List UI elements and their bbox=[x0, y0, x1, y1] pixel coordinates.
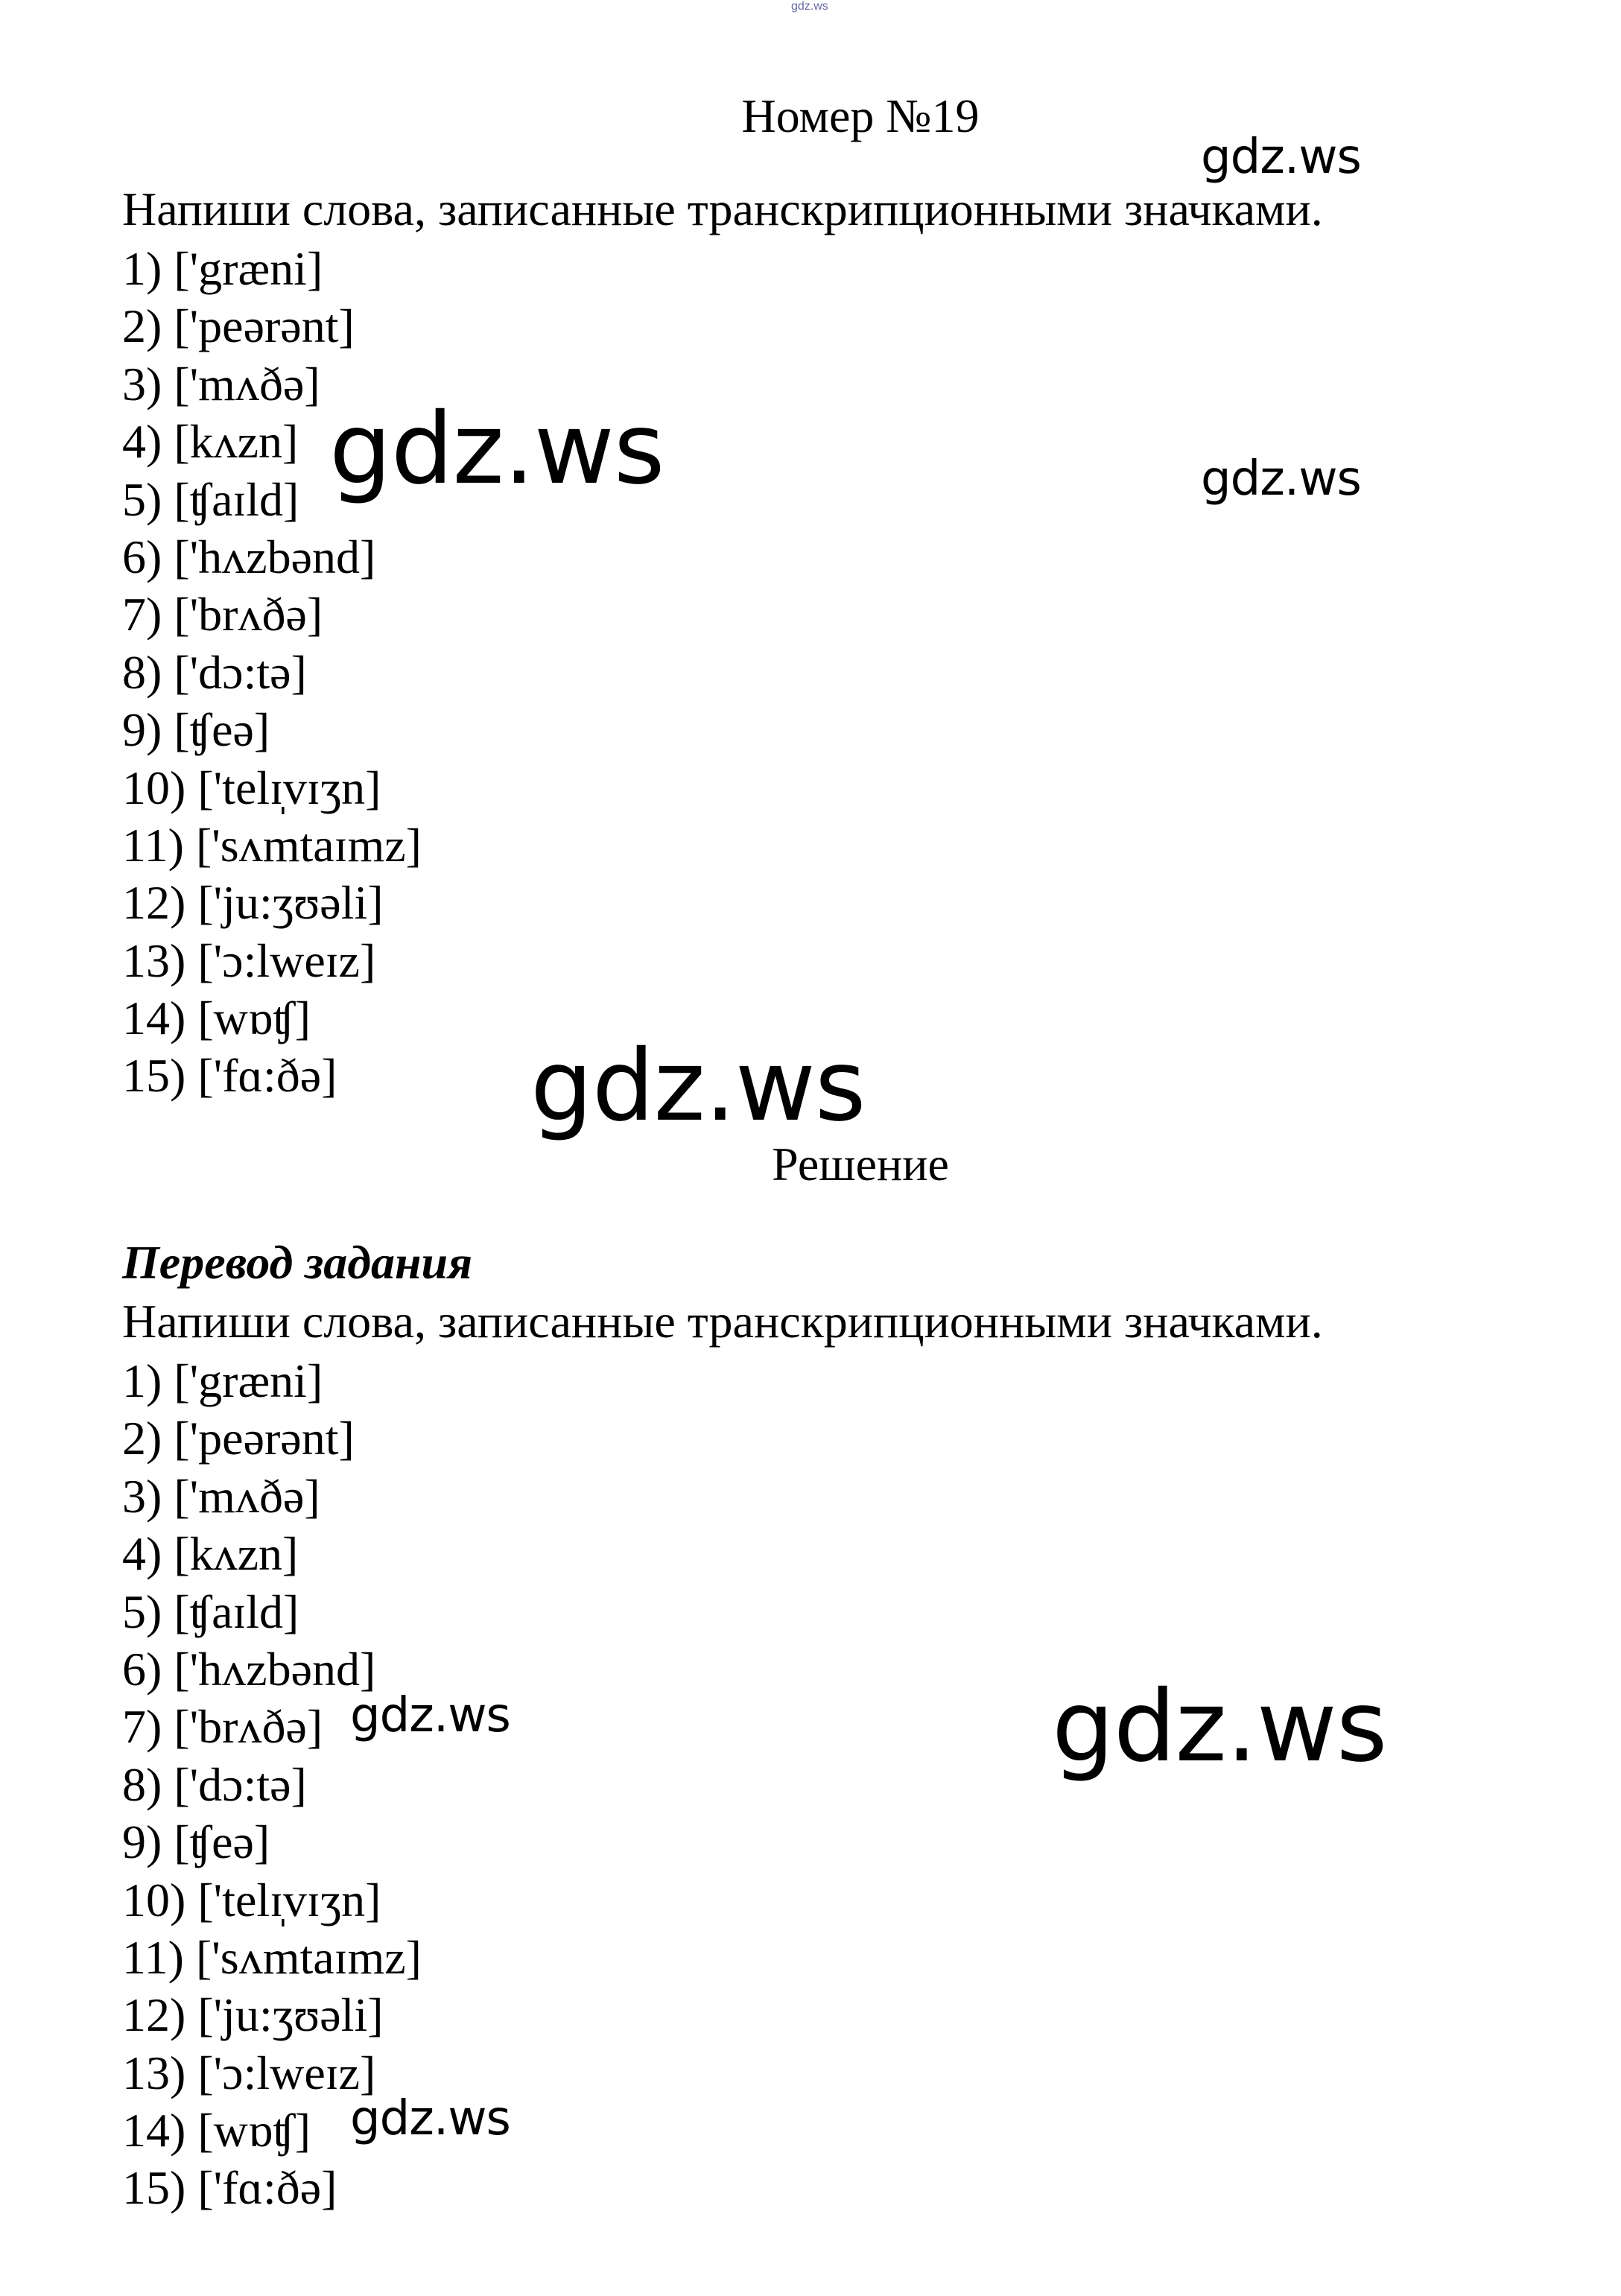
watermark: gdz.ws bbox=[329, 392, 664, 507]
task-list bbox=[122, 240, 422, 1105]
list-item: 10) ['telɪ̩vɪʒn] bbox=[122, 1873, 381, 1926]
list-item: 14) [wɒʧ] bbox=[122, 992, 311, 1045]
list-item: 3) ['mʌðə] bbox=[122, 357, 320, 410]
page-title: Номер №19 bbox=[741, 89, 980, 142]
watermark: gdz.ws bbox=[350, 1688, 510, 1743]
list-item: 4) [kʌzn] bbox=[122, 1527, 299, 1581]
list-item: 4) [kʌzn] bbox=[122, 415, 299, 469]
list-item: 12) ['ju:ʒʊəli] bbox=[122, 876, 384, 930]
list-item: 12) ['ju:ʒʊəli] bbox=[122, 1988, 384, 2042]
list-item: 5) [ʧaɪld] bbox=[122, 1585, 299, 1638]
top-watermark-mark: gdz.ws bbox=[791, 0, 828, 13]
list-item: 10) ['telɪ̩vɪʒn] bbox=[122, 761, 381, 814]
list-item: 9) [ʧeə] bbox=[122, 703, 270, 757]
list-item: 3) ['mʌðə] bbox=[122, 1469, 320, 1523]
list-item: 6) ['hʌzbənd] bbox=[122, 530, 376, 583]
list-item: 2) ['peərənt] bbox=[122, 299, 355, 353]
list-item: 5) [ʧaɪld] bbox=[122, 472, 299, 526]
translation-title: Перевод задания bbox=[122, 1236, 473, 1289]
list-item: 8) ['dɔ:tə] bbox=[122, 1757, 307, 1811]
watermark: gdz.ws bbox=[350, 2091, 510, 2146]
list-item: 7) ['brʌðə] bbox=[122, 1700, 323, 1754]
list-item: 13) ['ɔ:lweɪz] bbox=[122, 933, 376, 987]
list-item: 8) ['dɔ:tə] bbox=[122, 645, 307, 699]
watermark: gdz.ws bbox=[1052, 1669, 1387, 1784]
list-item: 9) [ʧeə] bbox=[122, 1815, 270, 1869]
list-item: 13) ['ɔ:lweɪz] bbox=[122, 2046, 376, 2099]
translation-list bbox=[122, 1352, 422, 2217]
watermark: gdz.ws bbox=[1201, 451, 1361, 507]
list-item: 11) ['sʌmtaɪmz] bbox=[122, 818, 422, 872]
list-item: 11) ['sʌmtaɪmz] bbox=[122, 1930, 422, 1984]
list-item: 2) ['peərənt] bbox=[122, 1412, 355, 1465]
list-item: 15) ['fɑ:ðə] bbox=[122, 2161, 337, 2215]
list-item: 14) [wɒʧ] bbox=[122, 2104, 311, 2157]
watermark: gdz.ws bbox=[530, 1029, 866, 1144]
list-item: 15) ['fɑ:ðə] bbox=[122, 1049, 337, 1103]
list-item: 7) ['brʌðə] bbox=[122, 588, 323, 641]
list-item: 1) ['græni] bbox=[122, 1354, 323, 1407]
translation-instruction: Напиши слова, записанные транскрипционными значками. bbox=[122, 1295, 1323, 1348]
list-item: 6) ['hʌzbənd] bbox=[122, 1642, 376, 1696]
watermark: gdz.ws bbox=[1201, 130, 1361, 185]
solution-heading: Решение bbox=[772, 1138, 949, 1190]
task-instruction: Напиши слова, записанные транскрипционными значками. bbox=[122, 183, 1323, 235]
list-item: 1) ['græni] bbox=[122, 242, 323, 295]
